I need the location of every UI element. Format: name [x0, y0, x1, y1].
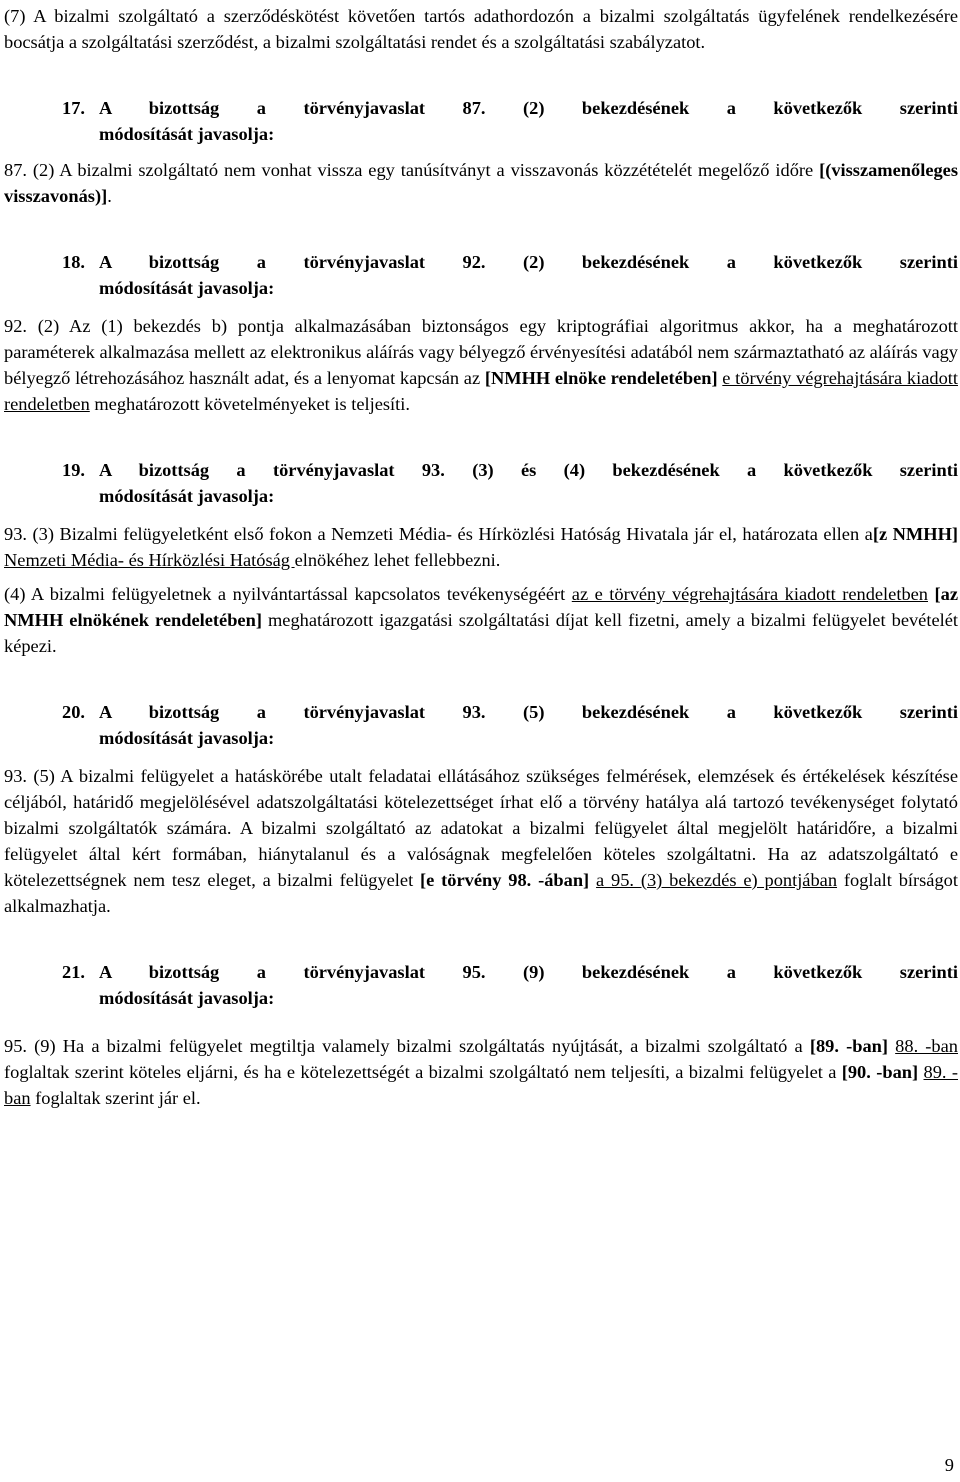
- section-number: 18.: [62, 252, 85, 272]
- heading-line-2: módosítását javasolja:: [99, 988, 275, 1008]
- heading-line-2: módosítását javasolja:: [99, 486, 275, 506]
- inserted-text: 88. -ban: [895, 1036, 958, 1056]
- section-number: 19.: [62, 460, 85, 480]
- amendment-93-5: 93. (5) A bizalmi felügyelet a hatáskörébe utalt feladatai ellátásához szükséges felmérések, elemzések és értékelések készítése céljából, határidő megjelölésével adatszolgáltatási kötelezettséget írhat elő a törvény hatálya alá tartozó tevékenységet folytató bizalmi szolgáltatók számára. A bizalmi szolgáltató az adatokat a bizalmi felügyelet által megjelölt határidőre, a bizalmi felügyelet által kért formában, hiánytalanul és a valóságnak megfelelően köteles szolgáltatni. Ha az adatszolgáltató e kötelezettségnek nem tesz eleget, a bizalmi felügyelet [e törvény 98. -ában] a 95. (3) bekezdés e) pontjában foglalt bírságot alkalmazhatja.: [4, 766, 958, 916]
- section-number: 21.: [62, 962, 85, 982]
- heading-line-1: A bizottság a törvényjavaslat 93. (3) és (4) bekezdésének a következők szerinti: [99, 460, 958, 480]
- heading-line-1: A bizottság a törvényjavaslat 92. (2) bekezdésének a következők szerinti: [99, 252, 958, 272]
- deleted-text: [e törvény 98. -ában]: [420, 870, 590, 890]
- deleted-text: [z NMHH]: [872, 524, 958, 544]
- amendment-93-3: 93. (3) Bizalmi felügyeletként első fokon a Nemzeti Média- és Hírközlési Hatóság Hivatala jár el, határozata ellen a[z NMHH] Nemzeti Média- és Hírközlési Hatóság elnökéhez lehet fellebbezni.: [4, 524, 958, 570]
- section-17-heading: [4, 95, 958, 147]
- amendment-93-4: (4) A bizalmi felügyeletnek a nyilvántartással kapcsolatos tevékenységéért az e törvény végrehajtására kiadott rendeletben [az NMHH elnökének rendeletében] meghatározott igazgatási szolgáltatási díjat kell fizetni, amely a bizalmi felügyelet bevételét képezi.: [4, 584, 958, 656]
- inserted-text: az e törvény végrehajtására kiadott rendeletben: [571, 584, 928, 604]
- page-number: 9: [944, 1455, 954, 1475]
- section-19-heading: [4, 457, 958, 509]
- section-21-heading: [4, 959, 958, 1011]
- deleted-text: [(visszamenőleges visszavonás)]: [4, 160, 958, 206]
- amendment-95-9: 95. (9) Ha a bizalmi felügyelet megtiltja valamely bizalmi szolgáltatás nyújtását, a bizalmi szolgáltató a [89. -ban] 88. -ban foglaltak szerint köteles eljárni, és ha e kötelezettségét a bizalmi szolgáltató nem teljesíti, a bizalmi felügyelet a [90. -ban] 89. -ban foglaltak szerint jár el.: [4, 1036, 958, 1108]
- document-page: [4, 0, 958, 1111]
- deleted-text: [az NMHH elnökének rendeletében]: [4, 584, 958, 630]
- deleted-text: [90. -ban]: [841, 1062, 919, 1082]
- paragraph-7: (7) A bizalmi szolgáltató a szerződéskötést követően tartós adathordozón a bizalmi szolgáltatás ügyfelének rendelkezésére bocsátja a szolgáltatási szerződést, a bizalmi szolgáltatási rendet és a szolgáltatási szabályzatot.: [4, 6, 958, 52]
- inserted-text: a 95. (3) bekezdés e) pontjában: [596, 870, 838, 890]
- heading-line-2: módosítását javasolja:: [99, 124, 275, 144]
- section-18-heading: [4, 249, 958, 301]
- deleted-text: [89. -ban]: [809, 1036, 889, 1056]
- section-number: 20.: [62, 702, 85, 722]
- amendment-92-2: 92. (2) Az (1) bekezdés b) pontja alkalmazásában biztonságos egy kriptográfiai algoritmus akkor, ha a meghatározott paraméterek alkalmazása mellett az elektronikus aláírás vagy bélyegző érvényesítési adatából nem származtatható az aláírás vagy bélyegző létrehozásához használt adat, és a lenyomat kapcsán az [NMHH elnöke rendeletében] e törvény végrehajtására kiadott rendeletben meghatározott követelményeket is teljesíti.: [4, 316, 958, 414]
- heading-line-1: A bizottság a törvényjavaslat 93. (5) bekezdésének a következők szerinti: [99, 702, 958, 722]
- heading-line-2: módosítását javasolja:: [99, 728, 275, 748]
- amendment-87-2: 87. (2) A bizalmi szolgáltató nem vonhat vissza egy tanúsítványt a visszavonás közzétételét megelőző időre [(visszamenőleges visszavonás)].: [4, 160, 958, 206]
- heading-line-1: A bizottság a törvényjavaslat 87. (2) bekezdésének a következők szerinti: [99, 98, 958, 118]
- deleted-text: [NMHH elnöke rendeletében]: [484, 368, 718, 388]
- inserted-text: e törvény végrehajtására kiadott rendeletben: [4, 368, 958, 414]
- heading-line-1: A bizottság a törvényjavaslat 95. (9) bekezdésének a következők szerinti: [99, 962, 958, 982]
- inserted-text: Nemzeti Média- és Hírközlési Hatóság: [4, 550, 295, 570]
- inserted-text: 89. -ban: [4, 1062, 958, 1108]
- section-20-heading: [4, 699, 958, 751]
- section-number: 17.: [62, 98, 85, 118]
- heading-line-2: módosítását javasolja:: [99, 278, 275, 298]
